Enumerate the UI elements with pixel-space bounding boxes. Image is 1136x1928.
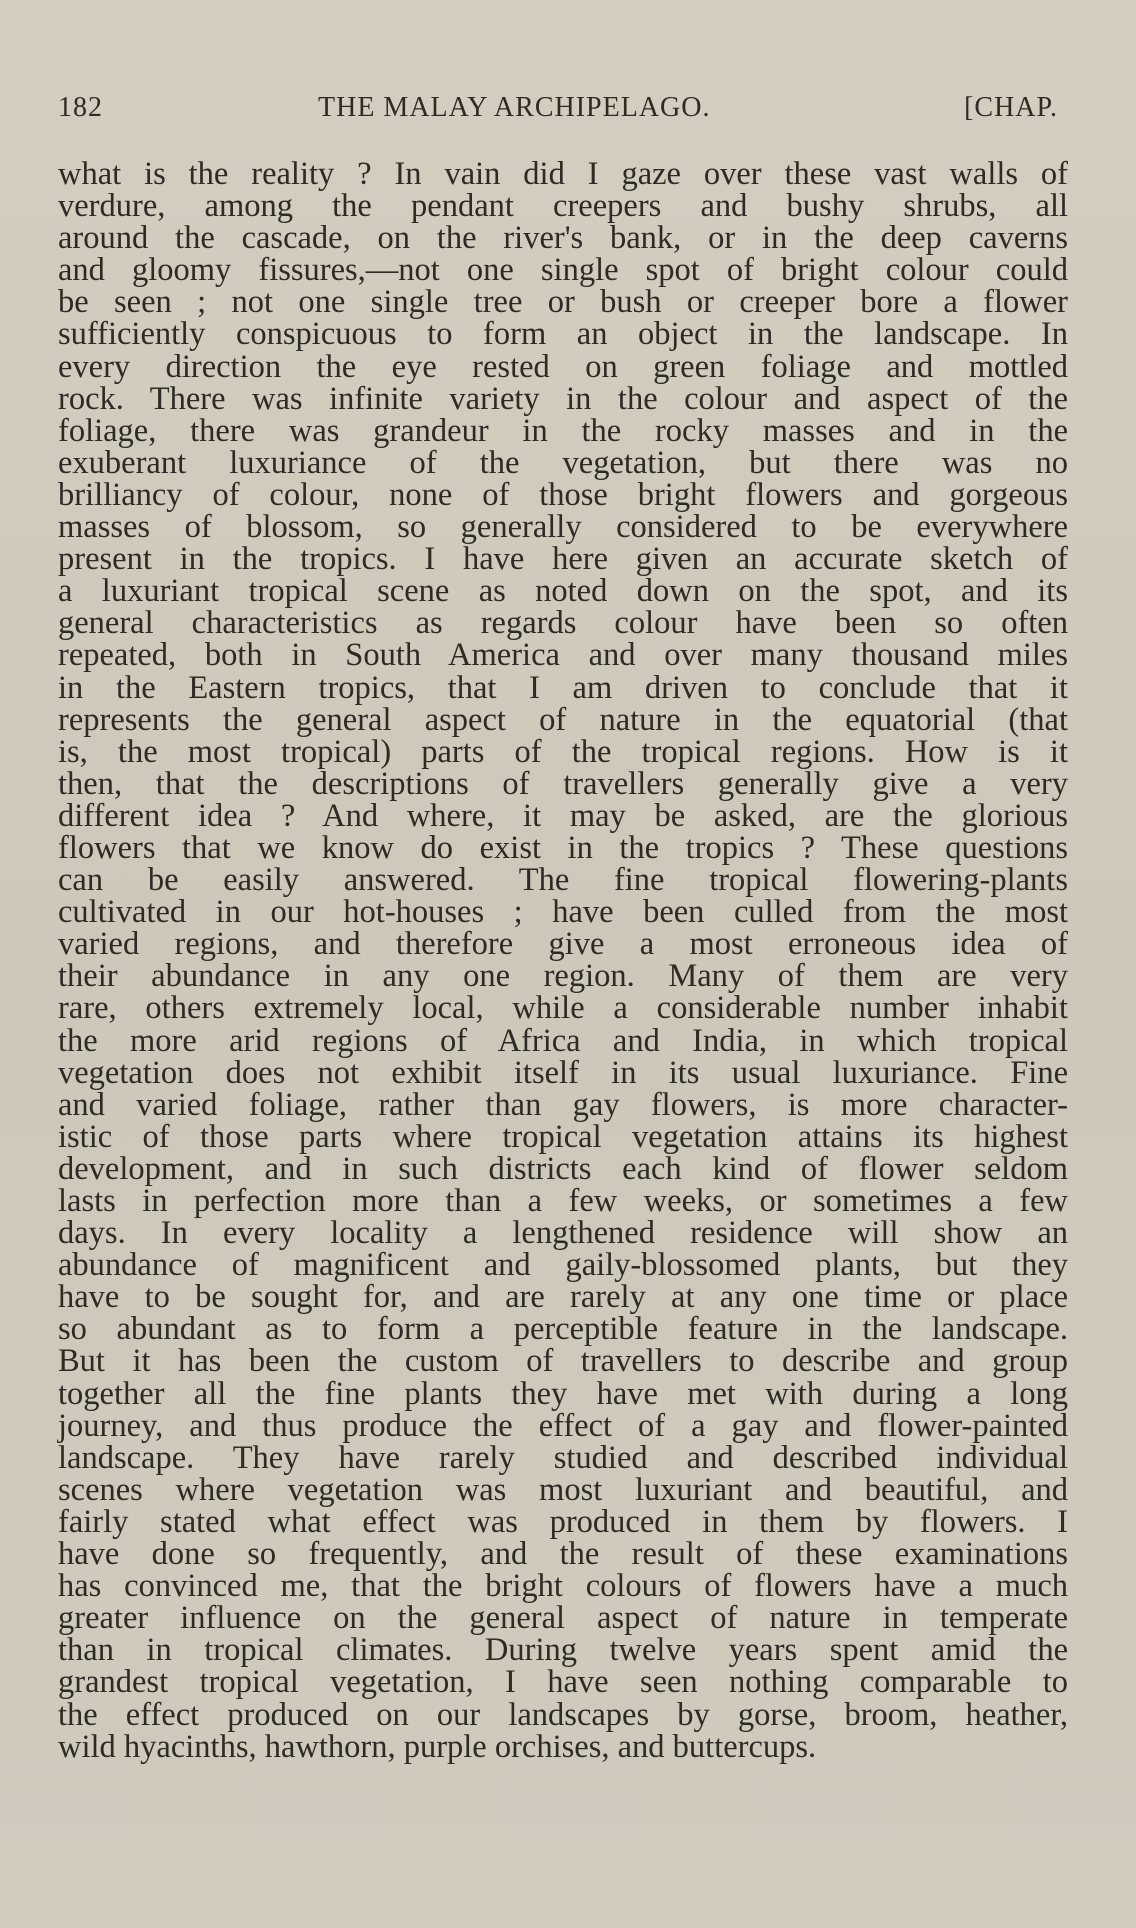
text-line: every direction the eye rested on green foliage and mottled: [58, 348, 1068, 385]
text-line: exuberant luxuriance of the vegetation, but there was no: [58, 444, 1068, 481]
text-line: lasts in perfection more than a few weeks, or sometimes a few: [58, 1183, 1068, 1219]
text-line: the effect produced on our landscapes by gorse, broom, heather,: [58, 1696, 1068, 1733]
text-line: rare, others extremely local, while a considerable number inhabit: [58, 990, 1068, 1027]
text-line: a luxuriant tropical scene as noted down on the spot, and its: [58, 573, 1068, 610]
text-line: present in the tropics. I have here given an accurate sketch of: [58, 541, 1068, 578]
text-line: and varied foliage, rather than gay flowers, is more character-: [58, 1086, 1068, 1123]
text-line: around the cascade, on the river's bank, or in the deep caverns: [58, 220, 1068, 257]
text-line: fairly stated what effect was produced in them by flowers. I: [58, 1503, 1068, 1540]
text-line: grandest tropical vegetation, I have seen nothing comparable to: [58, 1664, 1068, 1701]
text-line: greater influence on the general aspect of nature in temperate: [58, 1600, 1068, 1637]
text-line: repeated, both in South America and over many thousand miles: [58, 637, 1068, 674]
running-head: [58, 92, 1058, 132]
text-line: what is the reality ? In vain did I gaze over these vast walls of: [58, 156, 1068, 192]
text-line: in the Eastern tropics, that I am driven to conclude that it: [58, 669, 1068, 706]
text-line: the more arid regions of Africa and India, in which tropical: [58, 1022, 1068, 1059]
text-line: their abundance in any one region. Many of them are very: [58, 958, 1068, 995]
text-line: cultivated in our hot-houses ; have been culled from the most: [58, 894, 1068, 931]
text-line: and gloomy fissures,—not one single spot of bright colour could: [58, 252, 1068, 289]
text-line: than in tropical climates. During twelve years spent amid the: [58, 1632, 1068, 1669]
text-line: represents the general aspect of nature in the equatorial (that: [58, 701, 1068, 738]
text-line: But it has been the custom of travellers to describe and group: [58, 1343, 1068, 1380]
text-line: has convinced me, that the bright colours of flowers have a much: [58, 1568, 1068, 1605]
text-line: have done so frequently, and the result of these examinations: [58, 1536, 1068, 1573]
text-line: then, that the descriptions of travellers generally give a very: [58, 765, 1068, 802]
text-line: varied regions, and therefore give a most erroneous idea of: [58, 926, 1068, 963]
text-line: journey, and thus produce the effect of a gay and flower-painted: [58, 1407, 1068, 1444]
text-line: abundance of magnificent and gaily-blossomed plants, but they: [58, 1247, 1068, 1284]
text-line: general characteristics as regards colour have been so often: [58, 605, 1068, 642]
text-line: sufficiently conspicuous to form an object in the landscape. In: [58, 316, 1068, 353]
running-title: THE MALAY ARCHIPELAGO.: [318, 92, 711, 123]
text-line: istic of those parts where tropical vegetation attains its highest: [58, 1118, 1068, 1155]
text-line: different idea ? And where, it may be asked, are the glorious: [58, 797, 1068, 834]
text-line: can be easily answered. The fine tropical flowering-plants: [58, 862, 1068, 899]
text-line: have to be sought for, and are rarely at any one time or place: [58, 1279, 1068, 1316]
text-line: wild hyacinths, hawthorn, purple orchises, and buttercups.: [58, 1728, 817, 1765]
text-line: development, and in such districts each kind of flower seldom: [58, 1150, 1068, 1187]
text-line: is, the most tropical) parts of the tropical regions. How is it: [58, 733, 1068, 770]
text-line: vegetation does not exhibit itself in its usual luxuriance. Fine: [58, 1054, 1068, 1091]
text-line: landscape. They have rarely studied and described individual: [58, 1439, 1068, 1476]
text-line: masses of blossom, so generally considered to be everywhere: [58, 509, 1068, 546]
text-line: foliage, there was grandeur in the rocky masses and in the: [58, 412, 1068, 449]
text-line: verdure, among the pendant creepers and bushy shrubs, all: [58, 188, 1068, 225]
text-line: rock. There was infinite variety in the colour and aspect of the: [58, 380, 1068, 417]
page-number: 182: [58, 92, 103, 123]
text-line: together all the fine plants they have met with during a long: [58, 1375, 1068, 1412]
text-line: days. In every locality a lengthened residence will show an: [58, 1215, 1068, 1252]
text-line: so abundant as to form a perceptible feature in the landscape.: [58, 1311, 1068, 1348]
text-line: scenes where vegetation was most luxuriant and beautiful, and: [58, 1471, 1068, 1508]
text-line: brilliancy of colour, none of those bright flowers and gorgeous: [58, 476, 1068, 513]
text-line: flowers that we know do exist in the tropics ? These questions: [58, 829, 1068, 866]
body-paragraph: [58, 158, 1068, 1763]
text-line: be seen ; not one single tree or bush or creeper bore a flower: [58, 284, 1068, 321]
chapter-mark: [CHAP.: [964, 92, 1058, 123]
